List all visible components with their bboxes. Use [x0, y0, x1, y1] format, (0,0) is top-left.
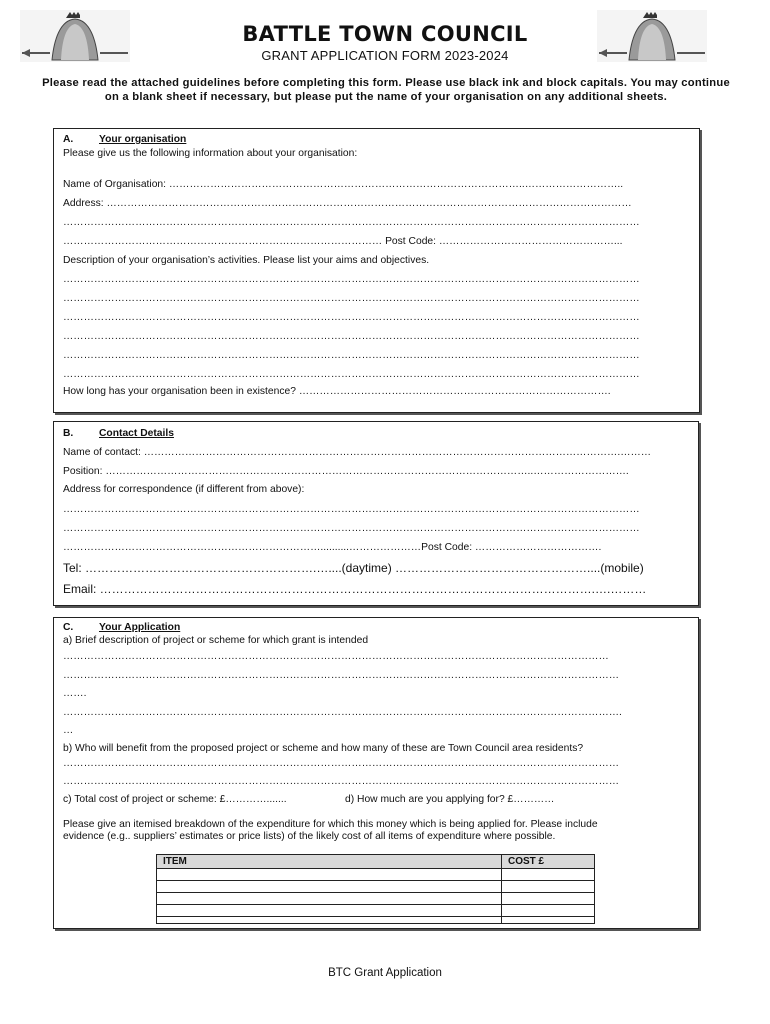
section-b-heading: B. Contact Details	[63, 428, 174, 439]
existence-field[interactable]: How long has your organisation been in existence? ……………………………………………………………………………….	[63, 386, 611, 397]
project-description-line[interactable]: ………………………………………………………………………………………………………………………………………………	[63, 670, 620, 681]
section-a-organisation	[53, 128, 700, 413]
cost-cell[interactable]	[502, 905, 595, 917]
project-description-line[interactable]: …	[63, 725, 74, 736]
project-description-line[interactable]: …….	[63, 688, 87, 699]
section-c-application	[53, 617, 699, 929]
table-header-row	[157, 855, 595, 869]
page-title: BATTLE TOWN COUNCIL	[242, 22, 528, 46]
description-line[interactable]: ……………………………………………………………………………………………………………………………………………………	[63, 331, 640, 342]
beneficiaries-line[interactable]: ………………………………………………………………………………………………………………………………………………	[63, 776, 620, 787]
total-cost-field[interactable]: c) Total cost of project or scheme: £………….......	[63, 794, 287, 805]
amount-requested-field[interactable]: d) How much are you applying for? £…………	[345, 794, 555, 805]
organisation-name-field[interactable]: Name of Organisation: …………………………………………………………………………………………..………………………..	[63, 179, 624, 190]
table-row	[157, 917, 595, 924]
cost-column-header: COST £	[502, 855, 595, 869]
description-line[interactable]: ……………………………………………………………………………………………………………………………………………………	[63, 274, 640, 285]
section-a-heading: A. Your organisation	[63, 134, 187, 145]
table-row	[157, 881, 595, 893]
table-row	[157, 869, 595, 881]
description-line[interactable]: ……………………………………………………………………………………………………………………………………………………	[63, 293, 640, 304]
item-cell[interactable]	[157, 869, 502, 881]
itemise-instructions: Please give an itemised breakdown of the expenditure for which this money which is being applied for. Please include	[63, 819, 598, 830]
expenditure-table	[156, 854, 595, 924]
email-field[interactable]: Email: …………………………………………………………………………………………………………….….………	[63, 582, 647, 596]
itemise-instructions-continued: evidence (e.g.. suppliers’ estimates or price lists) of the likely cost of all items of expenditure where possible.	[63, 831, 556, 842]
item-cell[interactable]	[157, 881, 502, 893]
section-c-heading: C. Your Application	[63, 622, 181, 633]
correspondence-line[interactable]: ……………………………………………………………………………………………………………………………………………………	[63, 504, 640, 515]
section-a-lead: Please give us the following information about your organisation:	[63, 148, 358, 159]
table-row	[157, 905, 595, 917]
item-column-header: ITEM	[157, 855, 502, 869]
address-field[interactable]: Address: ………………………………………………………………………………………………………………………………………	[63, 198, 632, 209]
contact-name-field[interactable]: Name of contact: ………………………………………………………………………………………………………………………….………	[63, 447, 652, 458]
item-cell[interactable]	[157, 917, 502, 924]
section-b-contact	[53, 421, 699, 606]
address-line-2[interactable]: ……………………………………………………………………………………………………………………………………………………	[63, 217, 640, 228]
description-line[interactable]: ……………………………………………………………………………………………………………………………………………………	[63, 350, 640, 361]
project-description-line[interactable]: ……………………………………………………………………………………………………………………………………………	[63, 651, 609, 662]
position-field[interactable]: Position: ……………………………………………………………………………………………………………..……………………….	[63, 466, 629, 477]
page-footer: BTC Grant Application	[328, 967, 442, 979]
item-cell[interactable]	[157, 905, 502, 917]
intro-instructions: Please read the attached guidelines before completing this form. Please use black ink and block capitals. You may continue on a blank sheet if necessary, but please put the name of your organisation on any additional sheets.	[42, 77, 730, 103]
cost-cell[interactable]	[502, 917, 595, 924]
item-cell[interactable]	[157, 893, 502, 905]
address-postcode-line[interactable]: ………………………………………………………………………………… Post Code: ……………………………………………...	[63, 236, 623, 247]
description-label: Description of your organisation’s activities. Please list your aims and objectives.	[63, 255, 430, 266]
cost-cell[interactable]	[502, 893, 595, 905]
correspondence-postcode-line[interactable]: …………………………………………………………………..........…………………Post Code: ……………………………….	[63, 542, 602, 553]
beneficiaries-line[interactable]: ………………………………………………………………………………………………………………………………………………	[63, 758, 620, 769]
telephone-field[interactable]: Tel: ………………………………………………….…....(daytime) …………………………………………....(mobile)	[63, 561, 644, 575]
correspondence-label: Address for correspondence (if different from above):	[63, 484, 305, 495]
cost-cell[interactable]	[502, 869, 595, 881]
project-description-line[interactable]: ……………………………………………………………………………………………………………………………………………….	[63, 707, 622, 718]
question-b-label: b) Who will benefit from the proposed project or scheme and how many of these are Town Council area residents?	[63, 743, 584, 754]
form-subtitle: GRANT APPLICATION FORM 2023-2024	[261, 48, 509, 63]
cost-cell[interactable]	[502, 881, 595, 893]
description-line[interactable]: ……………………………………………………………………………………………………………………………………………………	[63, 369, 640, 380]
question-a-label: a) Brief description of project or scheme for which grant is intended	[63, 635, 369, 646]
description-line[interactable]: ……………………………………………………………………………………………………………………………………………………	[63, 312, 640, 323]
table-row	[157, 893, 595, 905]
correspondence-line[interactable]: ……………………………………………………………………………………………………………………………………………………	[63, 523, 640, 534]
